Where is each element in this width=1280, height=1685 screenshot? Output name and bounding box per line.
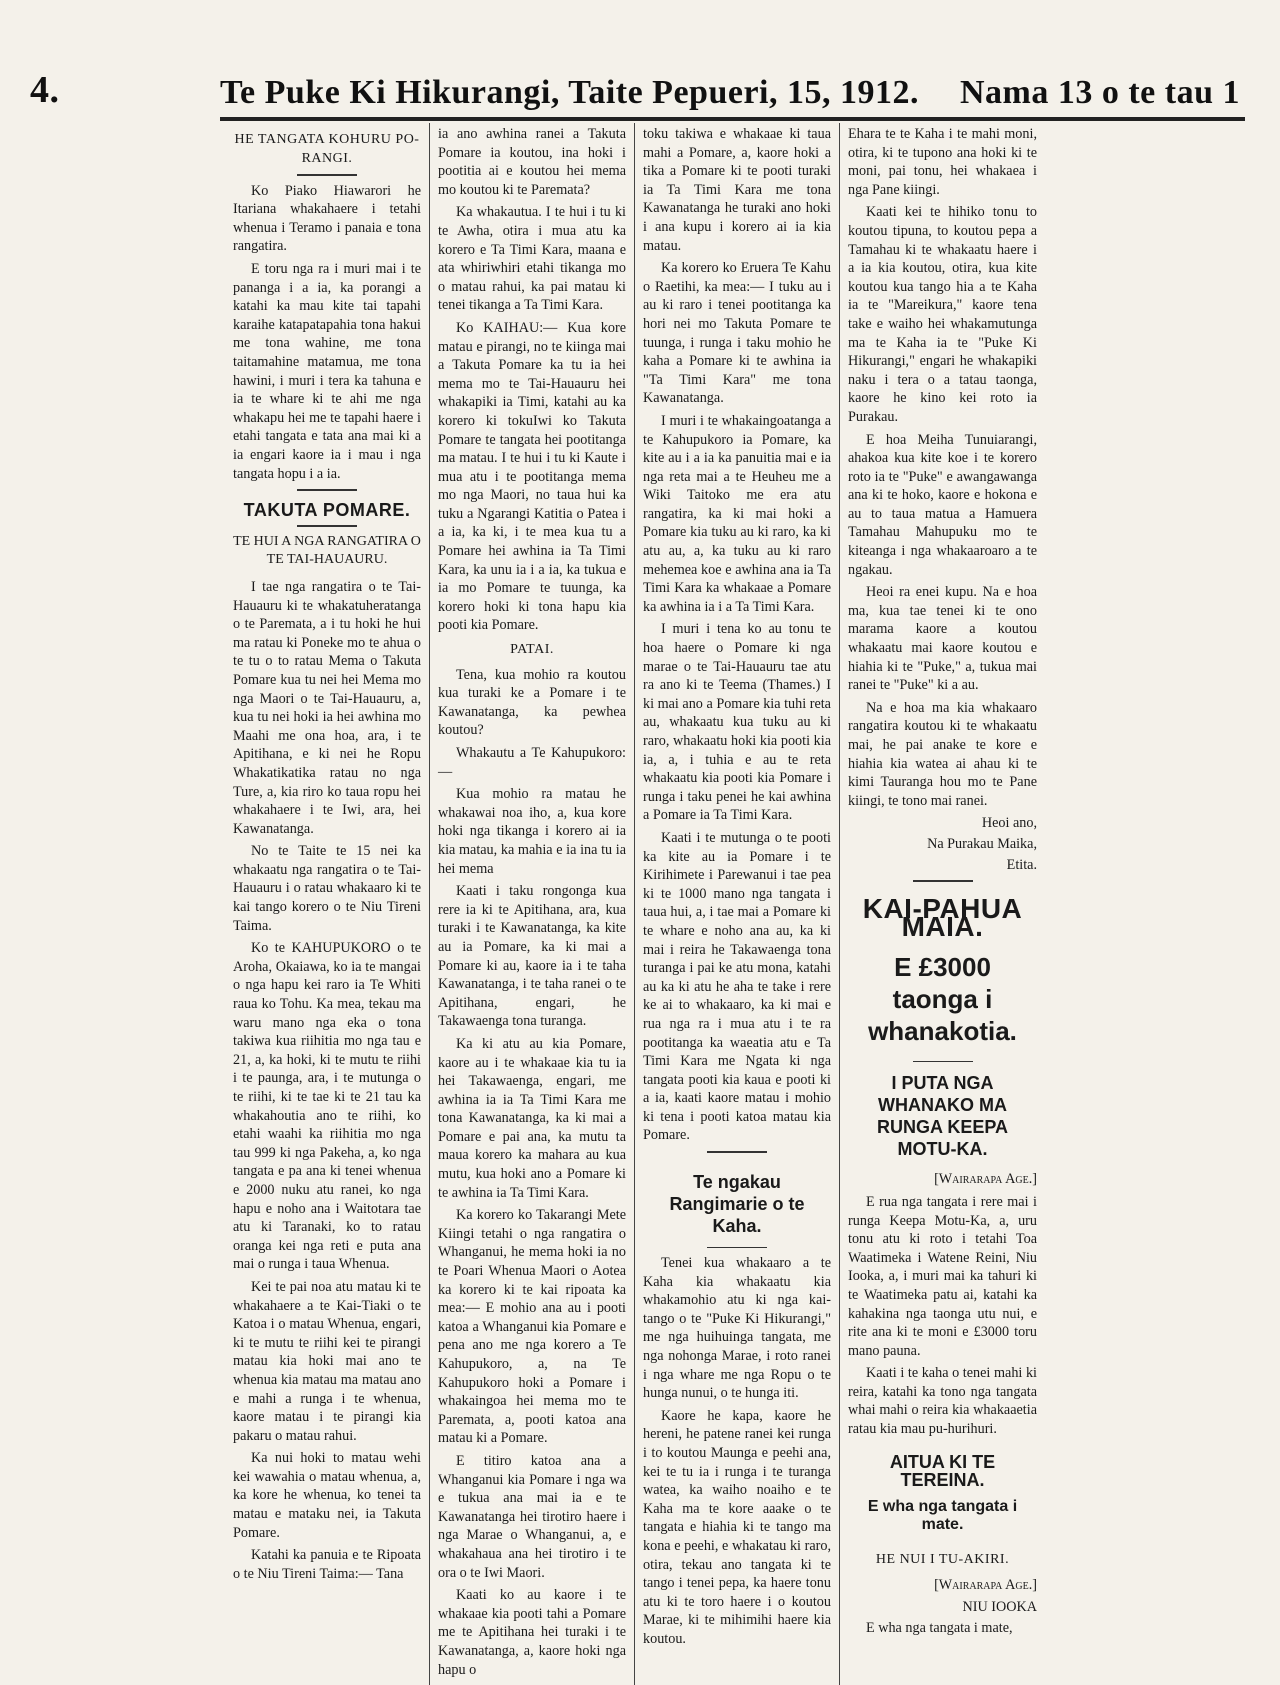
divider <box>297 525 357 527</box>
article-subheading: TE HUI A NGA RANGATIRA O TE TAI-HAUAURU. <box>233 533 421 568</box>
paragraph: Kua mohio ra matau he whakawai noa iho, a, kua kore hoki nga tikanga i korero ai ia kia matau, ka mahia e ia ina tu ia hei mema <box>438 786 626 877</box>
paragraph: Ka whakautua. I te hui i tu ki te Awha, otira i mua atu ka korero e Ta Timi Kara, maana e ata whiriwhiri etahi tikanga mo o matau rahui, ka pai matau ki tenei tikanga a Ta Timi Kara. <box>438 204 626 314</box>
dateline: NIU IOOKA <box>962 1599 1037 1616</box>
paragraph: ia ano awhina ranei a Takuta Pomare ia koutou, ina hoki i pootitia ai e koutou hei mema mo koutou ki te Paremata? <box>438 126 626 198</box>
paragraph: E wha nga tangata i mate, <box>866 1619 1013 1636</box>
paragraph: I muri i te whakaingoatanga a te Kahupukoro ia Pomare, ka kite au i a ia ka panuitia mai e ia nga reta mai a te Heuheu me a Wiki Taitoko me era atu rangatira, ka ki mai hoki a Pomare kia tuku au ki raro, ka ki atu au, a, ka tuku au ki raro mehemea koe e awhina ana ia Ta Timi Kara ka whakaae a Pomare ka awhina ia i a Ta Timi Kara. <box>643 412 831 615</box>
paragraph: I muri i tena ko au tonu te hoa haere o Pomare ki nga marae o te Tai-Hauauru tae atu ra ano ki te Teema (Thames.) I ki mai ano a Pomare kia tuhi reta au, whakaatu kua tuku au ki raro, whakaatu hoki kia pooti kia ia, a, i tuhia e au te reta whakaatu kia pooti kia Pomare i runga i taku penei he kai awhina a Pomare ia Ta Timi Kara. <box>643 621 831 824</box>
paragraph: Ka korero ko Takarangi Mete Kiingi tetahi o nga rangatira o Whanganui, he mema hoki ia no te Poari Whenua Maori o Aotea ka korero ki te kai ripoata ka mea:— E mohio ana au i pooti katoa a Whanganui kia Pomare e pena ano me nga korero a Te Kahupukoro, a, na Te Kahupukoro hoki a Pomare i whakaingoa hei mema mo te Paremata, a, pooti katoa ana matau ki a Pomare. <box>438 1207 626 1447</box>
column-3 <box>635 123 840 1685</box>
paragraph: Kaati kei te hihiko tonu to koutou tipuna, to koutou pepa a Tamahau ki te whakaatu haere i a ia kia koutou, otira, kua kite koutou kua tango hia a te Kaha ia te "Mareikura," kaore tena take e waiho hei whakamutunga ma te Kaha ia te "Puke Ki Hikurangi," engari he whakapiki naku i tera o a tatau taonga, kaore he kino kei roto ia Purakau. <box>848 204 1037 425</box>
article-heading: TAKUTA POMARE. <box>243 499 411 520</box>
issue-number: Nama 13 o te tau 1 <box>959 74 1240 111</box>
headline: I PUTA NGA WHANAKO MA RUNGA KEEPA MOTU-KA. <box>876 1073 1008 1160</box>
paragraph: Heoi ra enei kupu. Na e hoa ma, kua tae tenei ki te ono marama kaore a koutou whakaatu mai kaore koutou e hiahia ki te "Puke," a, tukua mai ranei te "Puke" ki a au. <box>848 584 1037 694</box>
paragraph: Kaore he kapa, kaore he hereni, he patene ranei kei runga i to koutou Maunga e peehi ana, kei te tu ia i runga i te turanga watea, ka waiho noaiho e te Kaha ma te kore aaake o te tangata e hiahia ki te tango ma kona e peehi, e whakatau ki raro, otira, tekau ano tangata ki te tango i tenei pepa, ka haere tonu atu ki te toro haere i o koutou Marae, ki te mihimihi haere kia koutou. <box>643 1407 831 1647</box>
paragraph: No te Taite te 15 nei ka whakaatu nga rangatira o te Tai-Hauauru i o ratau whakaaro ki te kai tango korero o te Niu Tireni Taima. <box>233 843 421 934</box>
paragraph: E hoa Meiha Tunuiarangi, ahakoa kua kite koe i te korero roto ia te "Puke" e awangawanga ana ki te hoko, kaore e hokona e au to taua matua a Hamuera Tamahau Mahupuku mo te kiteanga i nga whakaaroaro a te ngakau. <box>848 431 1037 578</box>
source-credit: [Wairarapa Age.] <box>934 1171 1037 1188</box>
article-columns <box>225 123 1250 1678</box>
column-2 <box>430 123 635 1685</box>
article-heading: PATAI. <box>510 642 554 658</box>
divider <box>913 880 973 882</box>
divider <box>297 489 357 491</box>
paragraph: Ko KAIHAU:— Kua kore matau e pirangi, no te kiinga mai a Takuta Pomare ka tu ia hei mema mo te Tai-Hauauru hei whakapiki ia Timi, katahi au ka korero ki tokuIwi ko Takuta Pomare te tangata hei pootitanga ma matau. I te hui i tu ki Kaute i mua atu i te pootitanga mema mo nga Maori, no taua hui ka tuku a Ngarangi Katitia o Patea i a ia, ka ki, i te mea kua tu a Pomare hei awhina ia Ta Timi Kara, ka unu ia i a ia, ka tukua e ia mo Pomare te tuunga, ka korero hoki ki tona hapu kia pooti kia Pomare. <box>438 319 626 634</box>
headline: AITUA KI TE TEREINA. <box>889 1451 996 1491</box>
paragraph: Kaati i te mutunga o te pooti ka kite au ia Pomare i te Kirihimete i Parewanui i tae pea ki te 1000 mano nga tangata i taua hui, a, i tae mai a Pomare ki te whare e noho ana au, ka ki mai i reira he Takawaenga tona turanga i pai ke atu mona, katahi au ka ki atu he aha te take i rere ke ai to whakaaro, ka ki mai e rua nga ra i mua atu i te ra pootitanga ka waeatia atu e Ta Timi Kara me Ngata ki nga tangata pooti kia kaua e pooti ki a ia, kaati kaore matau i mohio ki tena i pooti katoa matau kia Pomare. <box>643 829 831 1144</box>
divider <box>707 1151 767 1153</box>
paragraph: Ka ki atu au kia Pomare, kaore au i te whakaae kia tu ia hei Takawaenga, engari, me awhina ia ia Ta Timi Kara me tona Kawanatanga, ka ki mai a Pomare e pai ana, ka mutu ta maua korero ka mahara au kua mutu, kua hoki ano a Pomare ki te awhina ia Ta Timi Kara. <box>438 1035 626 1201</box>
paragraph: Katahi ka panuia e te Ripoata o te Niu Tireni Taima:— Tana <box>233 1547 421 1582</box>
paragraph: E titiro katoa ana a Whanganui kia Pomare i nga wa e tukua ana mai ia e te Kawanatanga hei tirotiro haere i nga Marae o Whanganui, a, e whakahaua ana hei tirotiro i te ora o te Iwi Maori. <box>438 1452 626 1581</box>
paragraph: Kaati ko au kaore i te whakaae kia pooti tahi a Pomare me te Apitihana hei turaki i te Kawanatanga, a, kaore hoki nga hapu o <box>438 1587 626 1678</box>
paragraph: I tae nga rangatira o te Tai-Hauauru ki te whakatuheratanga o te Paremata, a i tu hoki he hui ma ratau ki Poneke mo te ahua o te tu o to ratau Mema o Takuta Pomare kua tu nei hei Mema mo nga Maori o te Tai-Hauauru, a, kua tu nei hoki ia hei awhina mo Maahi me ona hoa, ara, i te Apitihana, e ki nei he Ropu Whakatikatika ratau no nga Ture, a, kia riro ko taua ropu hei whakahaere i te Iwi, ara, hei Kawanatanga. <box>233 578 421 837</box>
paragraph: Kaati i taku rongonga kua rere ia ki te Apitihana, ara, kua turaki i te Kawanatanga, ka kite au ia Pomare, ka ki mai a Pomare ki au, kaore ia i te taha Kawanatanga, i te taha ranei o te Apitihana, engari, he Takawaenga tona turanga. <box>438 883 626 1030</box>
paragraph: Ka korero ko Eruera Te Kahu o Raetihi, ka mea:— I tuku au i au ki raro i tenei pootitanga ka hori nei mo Takuta Pomare te tuunga, i runga i taku mohio he kaha a Pomare ki te awhina ia "Ta Timi Kara" me tona Kawanatanga. <box>643 260 831 407</box>
paragraph: Whakautu a Te Kahupukoro:— <box>438 745 626 780</box>
paragraph: Tenei kua whakaaro a te Kaha kia whakaatu kia whakamohio atu ki nga kai-tango o te "Puke Ki Hikurangi," me nga huihuinga tangata, me nga nohonga Marae, i roto ranei i nga whare me nga Ropu o te hunga nunui, o te hunga iti. <box>643 1255 831 1402</box>
paragraph: E toru nga ra i muri mai i te pananga i a ia, ka porangi a katahi ka mau kite tai tapahi karaihe katapatapahia tona hakui me tona wahine, me tona taitamahine matamua, me tona hawini, i muri i tera ka tahuna e ia te whare ki te ahi me nga whakapu hei me te tapahi haere i etahi tangata e tata ana mai ki a ia engari kaore ia i mau i nga tangata hopu i a ia. <box>233 261 421 482</box>
paragraph: Na e hoa ma kia whakaaro rangatira koutou ki te whakaatu mai, he pai anake te kore e hiahia kia watea ai ahau ki te kimi Tauranga hou mo te Pane kiingi, te tono mai ranei. <box>848 699 1037 809</box>
signature-line: Etita. <box>1006 856 1037 873</box>
article-subheading: HE NUI I TU-AKIRI. <box>875 1552 1010 1568</box>
column-4 <box>840 123 1045 1685</box>
column-1 <box>225 123 430 1685</box>
divider <box>913 1061 973 1063</box>
headline: KAI-PAHUA MAIA. <box>862 892 1023 943</box>
paragraph: toku takiwa e whakaae ki taua mahi a Pomare, a, kaore hoki a tika a Pomare ki te pooti turaki ia Ta Timi Kara me tona Kawanatanga he turaki ano hoki i ana kupu i korero ai ia kia matau. <box>643 126 831 254</box>
source-credit: [Wairarapa Age.] <box>934 1576 1037 1593</box>
paragraph: Ko Piako Hiawarori he Itariana whakahaere i tetahi whenua i Teramo i panaia e tona rangatira. <box>233 182 421 255</box>
paragraph: Ehara te te Kaha i te mahi moni, otira, ki te tupono ana hoki ki te moni, pai tonu, hei whakaea i nga Pane kiingi. <box>848 126 1037 198</box>
headline: E £3000 taonga i whanakotia. <box>868 951 1017 1046</box>
article-heading: Te ngakau Rangimarie o te Kaha. <box>669 1171 805 1236</box>
article-heading: HE TANGATA KOHURU PO-RANGI. <box>234 132 420 166</box>
headline: E wha nga tangata i mate. <box>867 1497 1018 1534</box>
divider <box>297 174 357 176</box>
paragraph: Tena, kua mohio ra koutou kua turaki ke a Pomare i te Kawanatanga, ka pewhea koutou? <box>438 666 626 739</box>
paragraph: E rua nga tangata i rere mai i runga Keepa Motu-Ka, a, uru tonu atu ki roto i tetahi Toa Waatimeka i Watene Reini, Niu Iooka, a, i muri mai ka tahuri ki te Waatimeka patu ai, katahi ka kahakina nga taonga utu nui, e rite ana ki te moni e £3000 toru mano pauna. <box>848 1193 1037 1359</box>
divider <box>707 1247 767 1249</box>
paragraph: Kei te pai noa atu matau ki te whakahaere a te Kai-Tiaki o te Katoa i o matau Whenua, engari, ki te mutu te riihi kei te pirangi matau kia hoki mai ano te whenua kia matau ma matau ano e mahi a runga i te whenua, kaore matau i te pirangi kia pakaru o matau rahui. <box>233 1278 421 1444</box>
page-number: 4. <box>30 69 60 111</box>
paragraph: Kaati i te kaha o tenei mahi ki reira, katahi ka tono nga tangata whai mahi o reira kia whakaaetia ratau kia mau pu-hurihuri. <box>848 1365 1037 1438</box>
signature-line: Na Purakau Maika, <box>927 835 1037 852</box>
paragraph: Ka nui hoki to matau wehi kei wawahia o matau whenua, a, ka kore he whenua, ko tenei ta matau e mataku nei, ia Takuta Pomare. <box>233 1450 421 1541</box>
masthead <box>30 68 1240 118</box>
masthead-title: Te Puke Ki Hikurangi, Taite Pepueri, 15, 1912. <box>220 74 919 111</box>
masthead-rule <box>220 117 1245 121</box>
paragraph: Ko te KAHUPUKORO o te Aroha, Okaiawa, ko ia te mangai o nga hapu kei raro ia Te Whiti raua ko Tohu. Ka mea, tekau ma waru mano nga eka o tona takiwa kua riihitia mo nga tau e 21, a, ka hoki, ki te mutu te riihi i te paunga, ara, i te mutunga o te riihi, ki te tae ki te 21 tau ka whakahoutia ano te riihi, ko etahi waahi ka riihitia mo nga tau 999 ki nga Pakeha, a, ko nga tangata e pa ana ki tenei whenua e 2000 nuku atu ranei, ko nga hapu e noho ana i Waitotara tae atu ki Taranaki, ko to ratau oranga kei nga reti e puta ana mai o runga i taua Whenua. <box>233 940 421 1273</box>
signature-line: Heoi ano, <box>981 815 1037 832</box>
